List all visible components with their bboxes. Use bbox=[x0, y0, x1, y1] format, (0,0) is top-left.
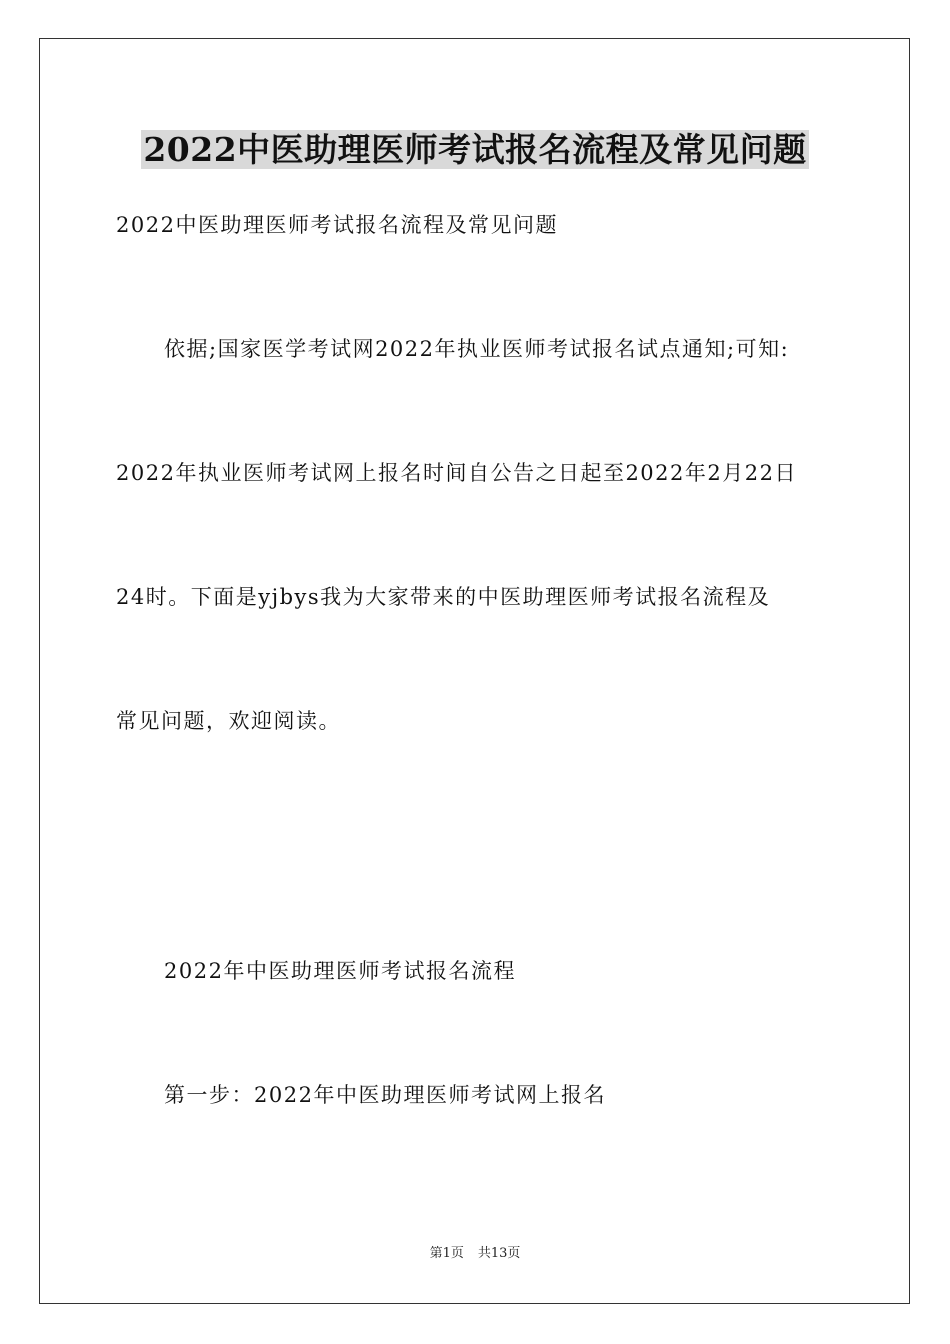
step-one-line: 第一步：2022年中医助理医师考试网上报名 bbox=[164, 1083, 606, 1107]
section-heading-process: 2022年中医助理医师考试报名流程 bbox=[164, 959, 516, 983]
document-title bbox=[0, 128, 950, 172]
subtitle-line: 2022中医助理医师考试报名流程及常见问题 bbox=[116, 213, 558, 237]
document-title-text: 2022中医助理医师考试报名流程及常见问题 bbox=[143, 130, 807, 169]
paragraph-line-2: 2022年执业医师考试网上报名时间自公告之日起至2022年2月22日 bbox=[116, 461, 797, 485]
page-total: 共13页 bbox=[477, 1246, 521, 1261]
page-number: 第1页 bbox=[429, 1246, 464, 1261]
paragraph-line-3: 24时。下面是yjbys我为大家带来的中医助理医师考试报名流程及 bbox=[116, 585, 771, 609]
paragraph-line-4: 常见问题，欢迎阅读。 bbox=[116, 709, 341, 733]
paragraph-line-1: 依据;国家医学考试网2022年执业医师考试报名试点通知;可知: bbox=[164, 337, 790, 361]
page-footer bbox=[0, 1245, 950, 1263]
